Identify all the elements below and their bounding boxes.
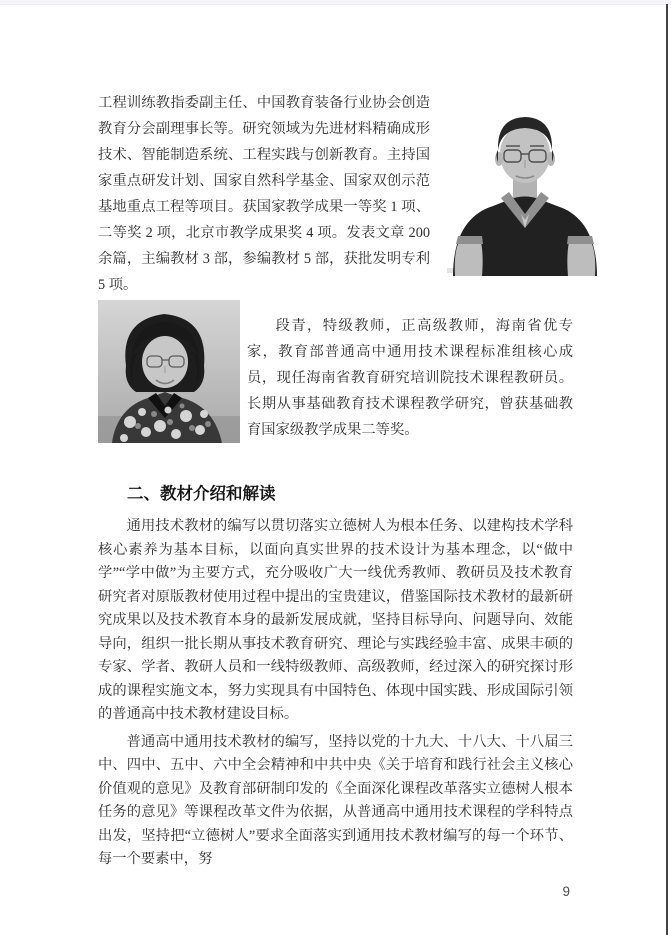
female-portrait-photo [98,300,240,443]
page-right-edge-line [666,4,668,935]
female-portrait-photo-image [98,300,240,443]
bio-male-editor [98,90,611,298]
male-portrait-photo [441,102,609,276]
section-paragraph-2: 普通高中通用技术教材的编写，坚持以党的十九大、十八大、十八届三中、四中、五中、六中全会精神和中共中央《关于培育和践行社会主义核心价值观的意见》及教育部研制印发的《全面深化课程改革落实立德树人根本任务的意见》等课程改革文件为依据，从普通高中通用技术课程的学科特点出发，坚持把“立德树人”要求全面落实到通用技术教材编写的每一个环节、每一个要素中，努 [98,733,573,867]
bio-female-editor [98,300,573,443]
male-portrait-photo-image [441,102,609,276]
page-number: 9 [562,883,570,899]
section-heading: 二、教材介绍和解读 [127,485,276,503]
bio-female-text: 段青，特级教师，正高级教师，海南省优专家，教育部普通高中通用技术课程标准组核心成员，现任海南省教育研究培训院技术课程教研员。长期从事基础教育技术课程教学研究，曾获基础教育国家级教学成果二等奖。 [247,318,573,438]
bio-male-text: 工程训练教指委副主任、中国教育装备行业协会创造教育分会副理事长等。研究领域为先进材料精确成形技术、智能制造系统、工程实践与创新教育。主持国家重点研发计划、国家自然科学基金、国家双创示范基地重点工程等项目。获国家教学成果一等奖 1 项、二等奖 2 项，北京市教学成果奖 4 项。发表文章 200 余篇，主编教材 3 部，参编教材 5 部，获批发明专利 5 项。 [98,95,430,293]
page-content [98,0,573,899]
section-paragraph-1: 通用技术教材的编写以贯切落实立德树人为根本任务、以建构技术学科核心素养为基本目标，以面向真实世界的技术设计为基本理念，以“做中学”“学中做”为主要方式，充分吸收广大一线优秀教师、教研员及技术教育研究者对原版教材使用过程中提出的宝贵建议，借鉴国际技术教材的最新研究成果以及技术教育本身的最新发展成就，坚持目标导向、问题导向、效能导向，组织一批长期从事技术教育研究、理论与实践经验丰富、成果丰硕的专家、学者、教研人员和一线特级教师、高级教师，经过深入的研究探讨形成的课程实施文本，努力实现具有中国特色、体现中国实践、形成国际引领的普通高中技术教材建设目标。 [98,518,573,722]
